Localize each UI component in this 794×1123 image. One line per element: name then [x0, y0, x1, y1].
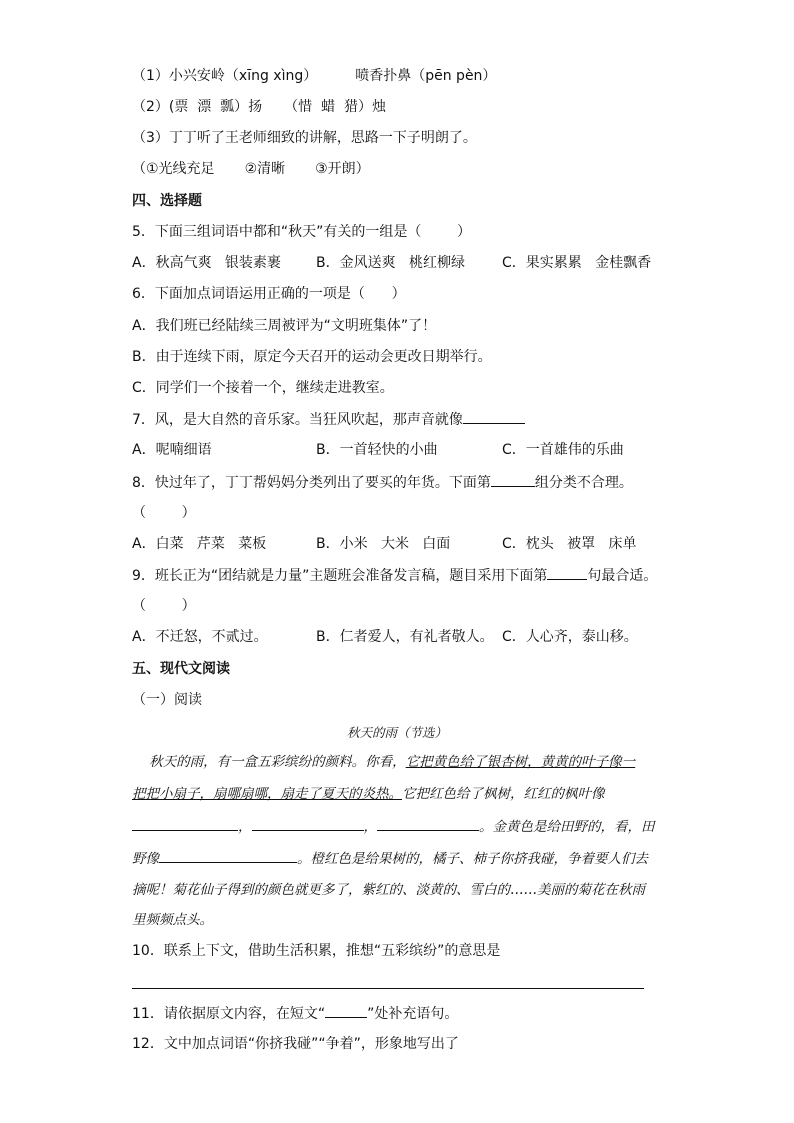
q4-item-2b: （惜 蜡 猎）烛: [284, 99, 386, 115]
passage-blank-3[interactable]: [377, 816, 479, 831]
q4-line-2: [132, 97, 386, 117]
q9-option-a[interactable]: A．不迁怒，不贰过。: [132, 629, 268, 645]
q10-answer-line[interactable]: [132, 988, 644, 989]
q4-option-3: ③开朗）: [315, 161, 370, 177]
passage-blank-1[interactable]: [132, 816, 238, 831]
q6-stem: 6．下面加点词语运用正确的一项是（ ）: [132, 286, 406, 302]
q4-item-1b: 喷香扑鼻（pēn pèn）: [355, 68, 497, 84]
q8-option-c[interactable]: C．枕头 被罩 床单: [502, 536, 637, 552]
q6-option-b[interactable]: B．由于连续下雨，原定今天召开的运动会更改日期举行。: [132, 349, 492, 365]
q8-blank[interactable]: [491, 472, 535, 487]
passage-underlined: 它把黄色给了银杏树，黄黄的叶子像一: [405, 754, 636, 770]
q6-option-a[interactable]: A．我们班已经陆续三周被评为“文明班集体”了！: [132, 318, 437, 334]
q4-line-1: [132, 66, 496, 86]
q8-stem: [132, 472, 633, 493]
q9-option-b[interactable]: B．仁者爱人，有礼者敬人。: [316, 629, 494, 645]
q6-option-c[interactable]: C．同学们一个接着一个，继续走进教室。: [132, 380, 394, 396]
q11-stem-text: 11．请依据原文内容，在短文“: [132, 1006, 326, 1022]
passage-text: 它把红色给了枫树，红红的枫叶像: [402, 786, 605, 802]
q11-blank: [325, 1003, 367, 1018]
passage-blank-4[interactable]: [159, 848, 297, 863]
q9-blank[interactable]: [547, 565, 587, 580]
passage-line-4: [132, 848, 672, 869]
passage-line-1: [132, 752, 672, 772]
q4-option-1: （①光线充足: [132, 161, 215, 177]
q8-option-a[interactable]: A．白菜 芹菜 菜板: [132, 536, 267, 552]
q4-option-2: ②清晰: [244, 161, 286, 177]
q4-line-4: [132, 159, 370, 179]
q8-option-b[interactable]: B．小米 大米 白面: [316, 536, 451, 552]
passage-line-2: [132, 784, 672, 804]
q9-stem: [132, 565, 657, 586]
q7-option-c[interactable]: C．一首雄伟的乐曲: [502, 442, 624, 458]
passage-line-3: [132, 816, 672, 837]
passage-underlined: 把把小扇子，扇哪扇哪，扇走了夏天的炎热。: [132, 786, 402, 802]
q7-stem: [132, 409, 525, 430]
q8-paren: （ ）: [132, 505, 196, 521]
passage-line-5: 摘呢！菊花仙子得到的颜色就更多了，紫红的、淡黄的、雪白的……美丽的菊花在秋雨: [132, 882, 645, 898]
q9-paren: （ ）: [132, 598, 196, 614]
q9-stem-text: 9．班长正为“团结就是力量”主题班会准备发言稿，题目采用下面第: [132, 568, 548, 584]
q8-stem-text: 8．快过年了，丁丁帮妈妈分类列出了要买的年货。下面第: [132, 475, 491, 491]
q9-option-c[interactable]: C．人心齐，泰山移。: [502, 629, 638, 645]
q7-option-a[interactable]: A．呢喃细语: [132, 442, 212, 458]
part-1-heading: （一）阅读: [132, 692, 202, 708]
passage-text: 野像: [132, 851, 159, 867]
q5-option-c[interactable]: C．果实累累 金桂飘香: [502, 255, 652, 271]
q5-option-b[interactable]: B．金风送爽 桃红柳绿: [316, 255, 465, 271]
q7-stem-text: 7．风，是大自然的音乐家。当狂风吹起，那声音就像: [132, 412, 463, 428]
q7-option-b[interactable]: B．一首轻快的小曲: [316, 442, 438, 458]
passage-title: 秋天的雨（节选）: [346, 725, 447, 740]
q10-stem: 10．联系上下文，借助生活积累，推想“五彩缤纷”的意思是: [132, 943, 501, 959]
q8-stem-end: 组分类不合理。: [534, 475, 633, 491]
q9-stem-end: 句最合适。: [587, 568, 658, 584]
q11-stem: [132, 1003, 458, 1024]
passage-text: 。金黄色是给田野的，看，田: [479, 819, 655, 835]
passage-blank-2[interactable]: [252, 816, 364, 831]
q5-option-a[interactable]: A．秋高气爽 银装素裹: [132, 255, 281, 271]
passage-comma: ，: [363, 819, 377, 835]
q12-stem: 12．文中加点词语“你挤我碰”“争着”，形象地写出了: [132, 1036, 459, 1052]
q5-stem: 5．下面三组词语中都和“秋天”有关的一组是（ ）: [132, 224, 472, 240]
passage-text: 秋天的雨，有一盒五彩缤纷的颜料。你看，: [132, 754, 406, 770]
passage-text: 。橙红色是给果树的，橘子、柿子你挤我碰，争着要人们去: [297, 851, 648, 867]
section-4-heading: 四、选择题: [132, 193, 202, 209]
q4-item-1a: （1）小兴安岭（xīng xìng）: [132, 68, 318, 84]
passage-comma: ，: [238, 819, 252, 835]
q7-blank[interactable]: [463, 409, 525, 424]
q4-item-2a: （2）(票 漂 瓢）扬: [132, 99, 263, 115]
passage-line-6: 里频频点头。: [132, 912, 213, 928]
section-5-heading: 五、现代文阅读: [132, 661, 230, 677]
q11-stem-end: ”处补充语句。: [367, 1006, 459, 1022]
q4-line-3: （3）丁丁听了王老师细致的讲解，思路一下子明朗了。: [132, 130, 477, 146]
